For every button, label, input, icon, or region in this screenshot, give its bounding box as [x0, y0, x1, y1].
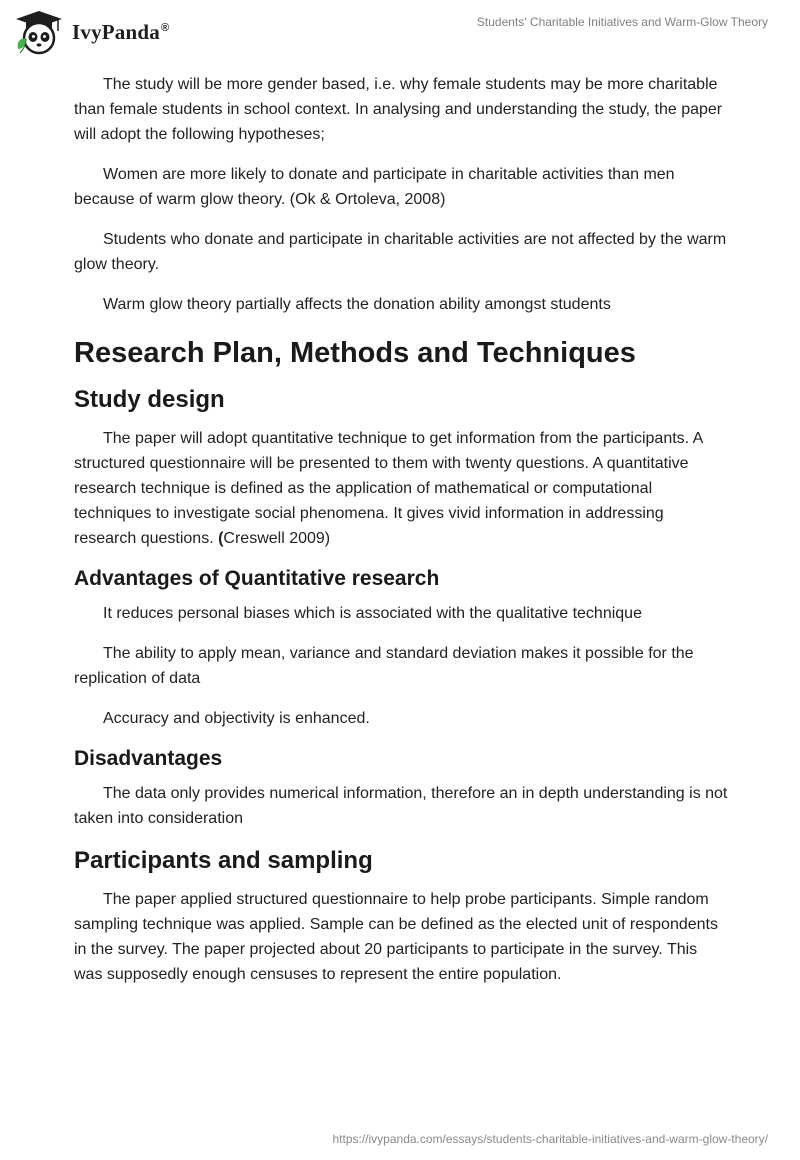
hypothesis-1: Women are more likely to donate and participate in charitable activities than men because of warm glow theory. (Ok & Ortoleva, 2008)	[74, 166, 675, 208]
subheading-advantages: Advantages of Quantitative research	[74, 567, 440, 590]
source-url[interactable]: https://ivypanda.com/essays/students-charitable-initiatives-and-warm-glow-theory/	[332, 1132, 768, 1146]
paragraph-participants: The paper applied structured questionnaire to help probe participants. Simple random sampling technique was applied. Sample can be defined as the elected unit of respondents in the survey. The paper projected about 20 participants to participate in the survey. This was supposedly enough censuses to represent the entire population.	[74, 891, 718, 983]
subheading-disadvantages: Disadvantages	[74, 747, 223, 770]
subheading-participants: Participants and sampling	[74, 847, 373, 874]
document-title: Students' Charitable Initiatives and Warm-Glow Theory	[476, 15, 768, 29]
citation: Creswell 2009)	[223, 530, 331, 547]
ivypanda-logo[interactable]	[14, 8, 169, 56]
section-heading-research-plan: Research Plan, Methods and Techniques	[74, 337, 636, 369]
paragraph-text: The paper will adopt quantitative technique to get information from the participants. A structured questionnaire will be presented to them with twenty questions. A quantitative research technique is defined as the application of mathematical or computational techniques to investigate social phenomena. It gives vivid information in addressing research questions.	[74, 430, 703, 547]
panda-graduate-icon	[14, 9, 64, 55]
advantage-item: Accuracy and objectivity is enhanced.	[103, 710, 370, 727]
logo-wordmark: IvyPanda®	[72, 19, 170, 44]
subheading-study-design: Study design	[74, 386, 225, 413]
essay-content	[74, 72, 730, 1002]
advantage-item: The ability to apply mean, variance and standard deviation makes it possible for the replication of data	[74, 645, 694, 687]
paragraph: The study will be more gender based, i.e. why female students may be more charitable than female students in school context. In analysing and understanding the study, the paper will adopt the following hypotheses;	[74, 76, 723, 143]
bold-paren: (	[218, 530, 224, 547]
disadvantage-item: The data only provides numerical information, therefore an in depth understanding is not taken into consideration	[74, 785, 728, 827]
paragraph-study-design	[74, 426, 730, 551]
hypothesis-3: Warm glow theory partially affects the donation ability amongst students	[103, 296, 611, 313]
registered-mark: ®	[160, 21, 170, 34]
hypothesis-2: Students who donate and participate in charitable activities are not affected by the warm glow theory.	[74, 231, 727, 273]
page-header	[0, 0, 800, 60]
advantage-item: It reduces personal biases which is associated with the qualitative technique	[103, 605, 642, 622]
